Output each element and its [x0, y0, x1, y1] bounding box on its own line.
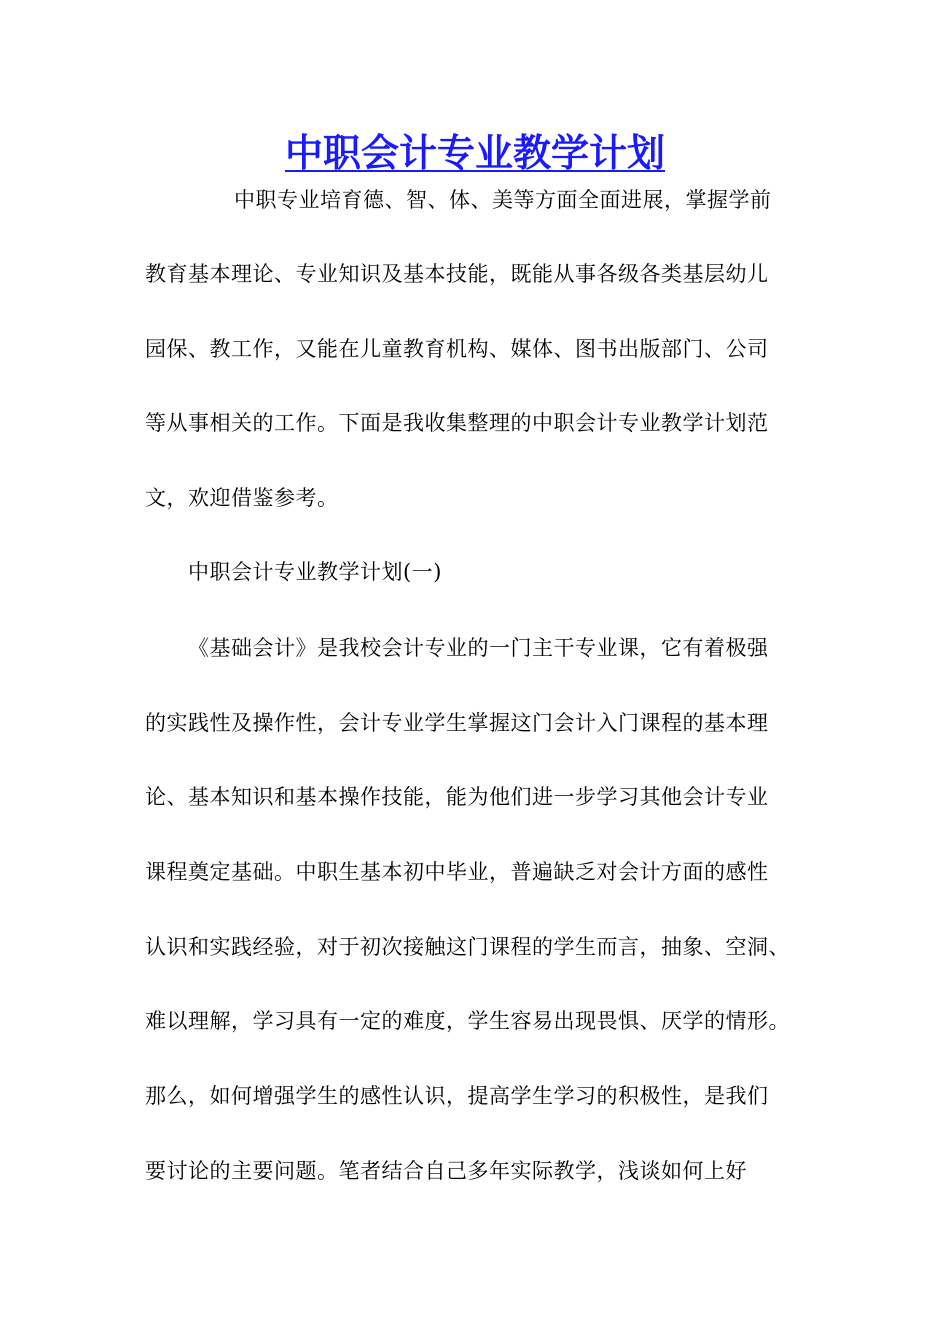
- paragraph-line: 文，欢迎借鉴参考。: [145, 486, 339, 510]
- paragraph-line: 中职专业培育德、智、体、美等方面全面进展，掌握学前: [234, 188, 772, 212]
- paragraph-line: 园保、教工作，又能在儿童教育机构、媒体、图书出版部门、公司: [145, 337, 769, 361]
- paragraph-line: 要讨论的主要问题。笔者结合自己多年实际教学，浅谈如何上好: [145, 1159, 747, 1183]
- paragraph-line: 课程奠定基础。中职生基本初中毕业，普遍缺乏对会计方面的感性: [145, 860, 769, 884]
- paragraph-line: 的实践性及操作性，会计专业学生掌握这门会计入门课程的基本理: [145, 711, 769, 735]
- paragraph-line: 《基础会计》是我校会计专业的一门主干专业课，它有着极强: [188, 636, 769, 660]
- paragraph-line: 认识和实践经验，对于初次接触这门课程的学生而言，抽象、空洞、: [145, 935, 790, 959]
- paragraph-line: 那么，如何增强学生的感性认识，提高学生学习的积极性，是我们: [145, 1084, 769, 1108]
- paragraph-line: 难以理解，学习具有一定的难度，学生容易出现畏惧、厌学的情形。: [145, 1009, 790, 1033]
- paragraph-line: 等从事相关的工作。下面是我收集整理的中职会计专业教学计划范: [145, 411, 769, 435]
- paragraph-line: 教育基本理论、专业知识及基本技能，既能从事各级各类基层幼儿: [145, 262, 769, 286]
- document-title-link[interactable]: 中职会计专业教学计划: [284, 131, 665, 175]
- section-heading: 中职会计专业教学计划(一): [188, 560, 442, 584]
- paragraph-line: 论、基本知识和基本操作技能，能为他们进一步学习其他会计专业: [145, 785, 769, 809]
